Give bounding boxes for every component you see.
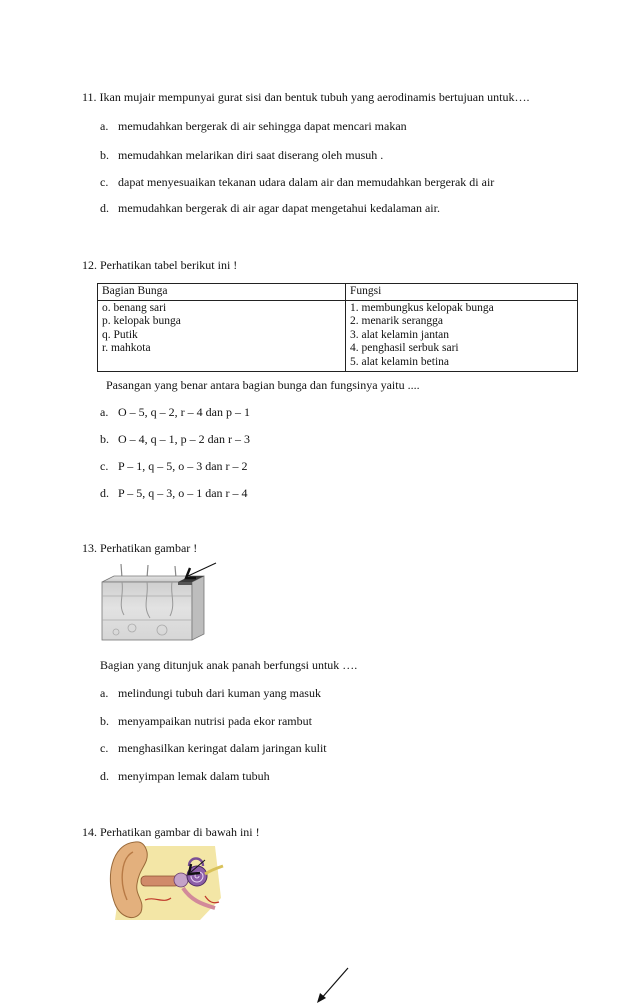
function-item: 1. membungkus kelopak bunga: [350, 301, 494, 314]
q13-option-c: [100, 741, 327, 755]
q11-question: 11. Ikan mujair mempunyai gurat sisi dan bentuk tubuh yang aerodinamis bertujuan untuk….: [82, 90, 530, 104]
q13-option-a: [100, 686, 321, 700]
table-row: [98, 300, 578, 371]
option-text: memudahkan bergerak di air agar dapat mengetahui kedalaman air.: [118, 201, 440, 215]
part-item: p. kelopak bunga: [102, 315, 181, 328]
part-item: q. Putik: [102, 328, 138, 341]
option-text: memudahkan bergerak di air sehingga dapat mencari makan: [118, 119, 407, 133]
table-header-part: Bagian Bunga: [98, 284, 346, 301]
q12-option-b: [100, 432, 250, 446]
q12-question: 12. Perhatikan tabel berikut ini !: [82, 258, 238, 272]
option-letter: c.: [100, 459, 109, 473]
q11-option-c: [100, 175, 494, 189]
option-text: menyimpan lemak dalam tubuh: [118, 769, 270, 783]
option-letter: b.: [100, 714, 109, 728]
option-text: dapat menyesuaikan tekanan udara dalam air dan memudahkan bergerak di air: [118, 175, 495, 189]
part-item: o. benang sari: [102, 301, 167, 314]
q11-option-b: [100, 148, 383, 162]
function-item: 3. alat kelamin jantan: [350, 328, 449, 341]
option-text: P – 5, q – 3, o – 1 dan r – 4: [118, 486, 248, 500]
function-item: 2. menarik serangga: [350, 315, 443, 328]
option-letter: d.: [100, 769, 109, 783]
option-letter: d.: [100, 486, 109, 500]
bottom-arrow-icon: [312, 966, 352, 1004]
q12-prompt: Pasangan yang benar antara bagian bunga dan fungsinya yaitu ....: [106, 378, 420, 392]
option-letter: c.: [100, 741, 109, 755]
q11-option-a: [100, 119, 407, 133]
option-letter: a.: [100, 686, 109, 700]
table-header-function: Fungsi: [346, 284, 578, 301]
option-letter: b.: [100, 148, 109, 162]
option-text: P – 1, q – 5, o – 3 dan r – 2: [118, 459, 248, 473]
q11-option-d: [100, 201, 440, 215]
q12-option-d: [100, 486, 248, 500]
option-text: menghasilkan keringat dalam jaringan kulit: [118, 741, 327, 755]
option-text: melindungi tubuh dari kuman yang masuk: [118, 686, 321, 700]
ear-diagram: [105, 838, 225, 922]
option-text: O – 4, q – 1, p – 2 dan r – 3: [118, 432, 250, 446]
option-letter: b.: [100, 432, 109, 446]
option-text: memudahkan melarikan diri saat diserang oleh musuh .: [118, 148, 384, 162]
option-text: O – 5, q – 2, r – 4 dan p – 1: [118, 405, 250, 419]
table-header-row: [98, 284, 578, 301]
option-letter: a.: [100, 405, 109, 419]
option-letter: a.: [100, 119, 109, 133]
part-item: r. mahkota: [102, 342, 151, 355]
table-cell-parts: [98, 300, 346, 371]
q12-option-a: [100, 405, 250, 419]
option-text: menyampaikan nutrisi pada ekor rambut: [118, 714, 312, 728]
q13-option-b: [100, 714, 312, 728]
flower-table: [97, 283, 578, 372]
q13-option-d: [100, 769, 270, 783]
q13-prompt: Bagian yang ditunjuk anak panah berfungsi untuk ….: [100, 658, 358, 672]
function-item: 4. penghasil serbuk sari: [350, 342, 459, 355]
q14-question: 14. Perhatikan gambar di bawah ini !: [82, 825, 260, 839]
skin-diagram: [92, 560, 222, 650]
q13-question: 13. Perhatikan gambar !: [82, 541, 198, 555]
q12-option-c: [100, 459, 248, 473]
function-item: 5. alat kelamin betina: [350, 355, 449, 368]
option-letter: c.: [100, 175, 109, 189]
table-cell-functions: [346, 300, 578, 371]
option-letter: d.: [100, 201, 109, 215]
